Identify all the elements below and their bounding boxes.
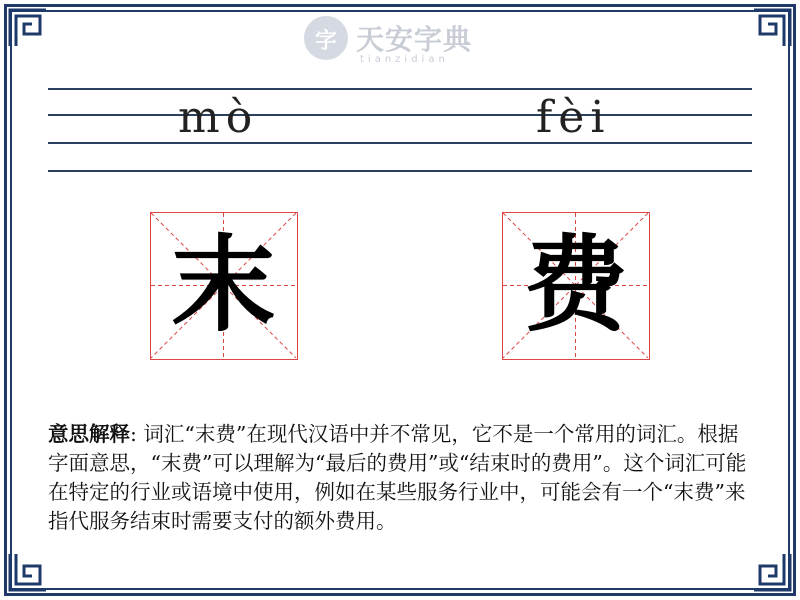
pinyin-1: mò <box>178 92 259 143</box>
meaning-text: : 词汇“末费”在现代汉语中并不常见，它不是一个常用的词汇。根据字面意思，“末费”可以理解为“最后的费用”或“结束时的费用”。这个词汇可能在特定的行业或语境中使用，例如在某些服务行业中，可能会有一个“末费”来指代服务结束时需要支付的额外费用。 <box>48 422 747 533</box>
character-box-2 <box>502 212 650 360</box>
meaning-label: 意思解释 <box>48 422 130 446</box>
pinyin-2: fèi <box>536 92 611 143</box>
character-2: 费 <box>523 224 628 346</box>
logo-title: 天安字典 <box>356 23 473 56</box>
corner-ornament-icon <box>8 8 48 48</box>
corner-ornament-icon <box>8 552 48 592</box>
corner-ornament-icon <box>752 8 792 48</box>
character-1: 末 <box>171 224 276 346</box>
pinyin-ruled-lines <box>48 88 752 174</box>
logo-seal-icon: 字 <box>304 16 348 60</box>
corner-ornament-icon <box>752 552 792 592</box>
logo-subtitle: tianzidian <box>360 54 449 65</box>
character-box-1 <box>150 212 298 360</box>
watermark-logo <box>300 14 500 68</box>
meaning-paragraph <box>48 420 754 536</box>
